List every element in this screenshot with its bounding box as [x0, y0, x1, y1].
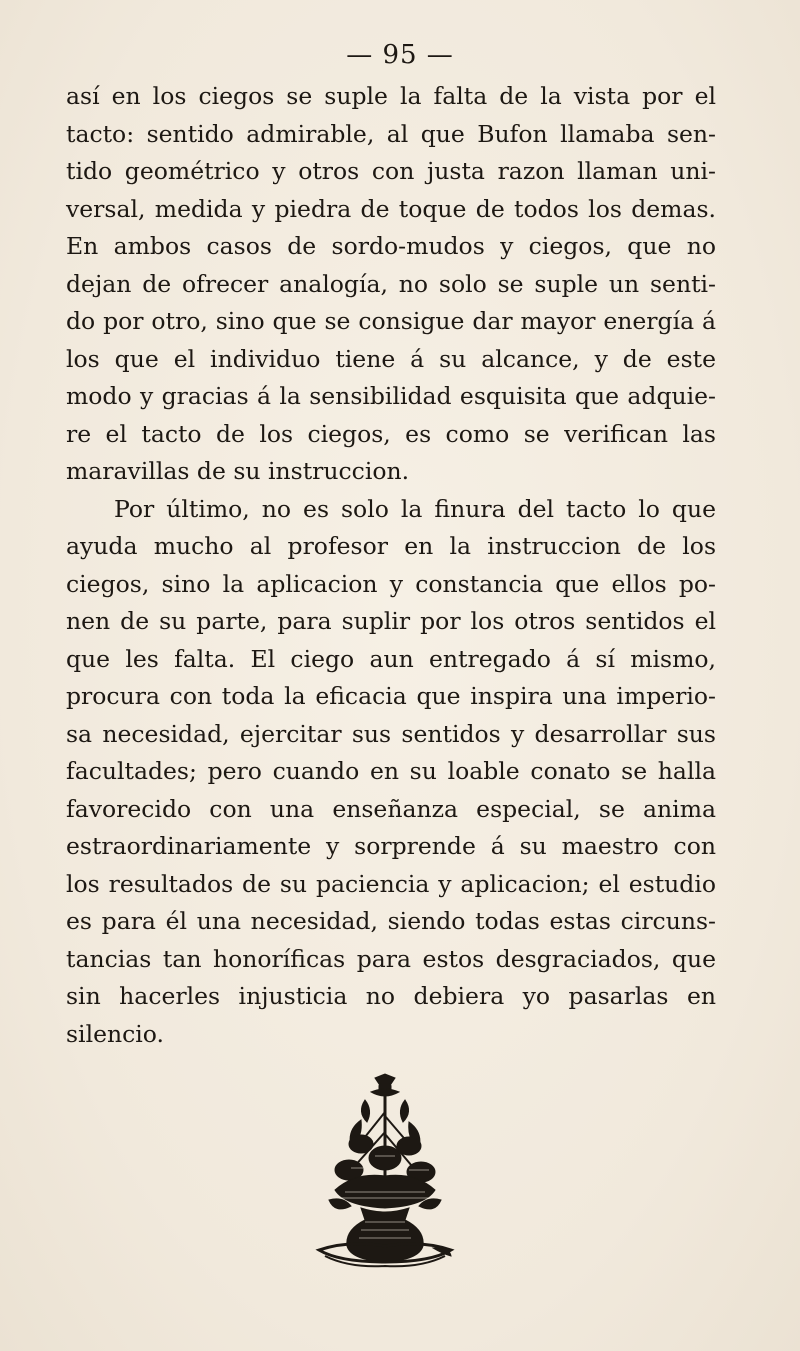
- text-line: versal, medida y piedra de toque de todos los demas.: [66, 194, 716, 223]
- text-line: silencio.: [66, 1019, 165, 1048]
- text-line: tido geométrico y otros con justa razon llaman uni-: [66, 157, 716, 185]
- text-line: modo y gracias á la sensibilidad esquisita que adquie-: [66, 382, 716, 410]
- page-number: — 95 —: [346, 40, 454, 70]
- body-text: [66, 78, 716, 1053]
- text-line: así en los ciegos se suple la falta de la vista por el: [66, 82, 716, 110]
- text-line: nen de su parte, para suplir por los otros sentidos el: [66, 607, 716, 635]
- text-line: tacto: sentido admirable, al que Bufon llamaba sen-: [66, 119, 716, 148]
- text-line: dejan de ofrecer analogía, no solo se suple un senti-: [66, 269, 716, 298]
- text-line: sin hacerles injusticia no debiera yo pasarlas en: [66, 982, 716, 1010]
- text-line: facultades; pero cuando en su loable conato se halla: [66, 757, 716, 785]
- text-line: sa necesidad, ejercitar sus sentidos y desarrollar sus: [66, 719, 716, 748]
- text-line: favorecido con una enseñanza especial, se anima: [66, 794, 716, 823]
- text-line: maravillas de su instruccion.: [66, 457, 410, 485]
- text-line: que les falta. El ciego aun entregado á sí mismo,: [66, 644, 716, 673]
- text-line: Por último, no es solo la finura del tacto lo que: [114, 494, 716, 523]
- text-line: los resultados de su paciencia y aplicacion; el estudio: [66, 869, 716, 898]
- vase-of-flowers-icon: [305, 1072, 465, 1272]
- text-line: do por otro, sino que se consigue dar mayor energía á: [66, 307, 716, 335]
- text-line: ayuda mucho al profesor en la instruccion de los: [66, 532, 716, 560]
- text-line: En ambos casos de sordo-mudos y ciegos, que no: [66, 232, 716, 260]
- text-line: tancias tan honoríficas para estos desgraciados, que: [66, 944, 716, 973]
- text-line: los que el individuo tiene á su alcance, y de este: [66, 344, 716, 373]
- text-line: procura con toda la eficacia que inspira una imperio-: [66, 682, 716, 710]
- text-line: estraordinariamente y sorprende á su maestro con: [66, 832, 716, 860]
- text-line: re el tacto de los ciegos, es como se verifican las: [66, 419, 716, 448]
- text-line: es para él una necesidad, siendo todas estas circuns-: [66, 907, 716, 935]
- text-line: ciegos, sino la aplicacion y constancia que ellos po-: [66, 569, 716, 598]
